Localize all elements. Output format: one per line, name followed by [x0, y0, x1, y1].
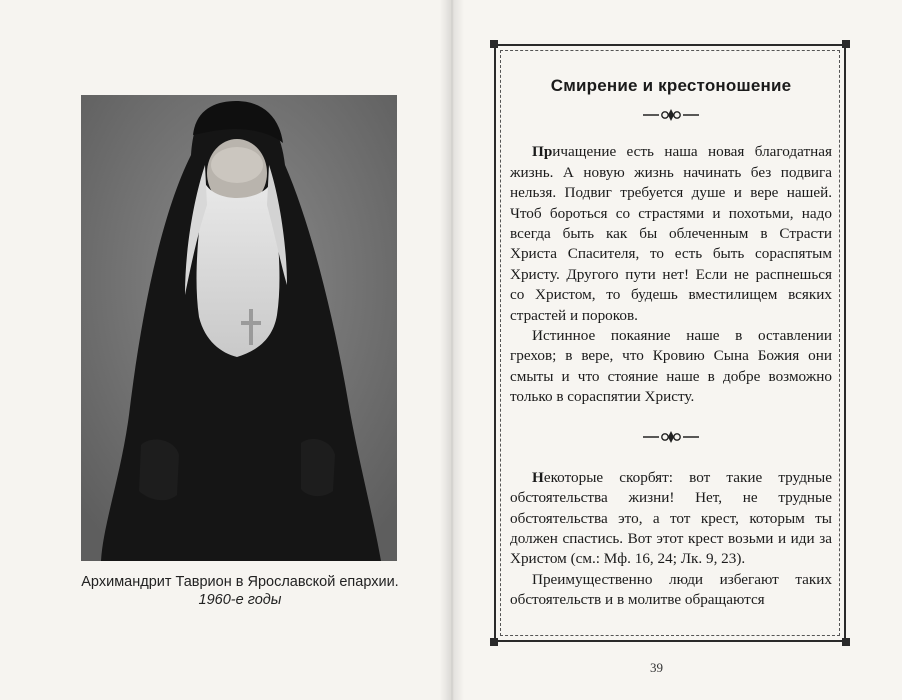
caption-line-2: 1960-е годы — [198, 592, 282, 608]
frame-corner — [842, 40, 850, 48]
page-content — [510, 76, 832, 611]
frame-corner — [490, 40, 498, 48]
portrait-photo — [81, 95, 397, 561]
book-gutter — [440, 0, 464, 700]
lead-letters: Н — [532, 468, 544, 486]
paragraph — [510, 142, 832, 326]
frame-corner — [842, 638, 850, 646]
page-number: 39 — [650, 660, 663, 675]
paragraph: Истинное покаяние наше в оставлении грехов; в вере, что Кровию Сына Божия они смыты и что стояние наше в добре возможно только в сораспятии Христу. — [510, 327, 832, 406]
ornament-divider — [510, 108, 832, 124]
frame-corner — [490, 638, 498, 646]
paragraph-text: екоторые скорбят: вот такие трудные обстоятельства жизни! Нет, не трудные обстоятельства это, а тот крест, которым ты должен спастись. Вот этот крест возьми и иди за Христом (см.: Мф. 16, 24; Лк. 9, 23). — [510, 468, 832, 568]
photo-caption — [60, 573, 420, 609]
paragraph: Преимущественно люди избегают таких обстоятельств и в молитве обращаются — [510, 570, 832, 609]
ornament-divider — [510, 430, 832, 446]
chapter-heading: Смирение и крестоношение — [550, 76, 792, 95]
paragraph-text: ичащение есть наша новая благодатная жизнь. А новую жизнь начинать без подвига нельзя. Подвиг требуется душе и вере нашей. Чтоб бороться со страстями и похотьми, надо всегда быть как бы облеченным в Страсти Христа Спасителя, то есть быть сораспятым Христу. Другого пути нет! Если не распнешься со Христом, то будешь вместилищем всяких страстей и пороков. — [510, 143, 832, 324]
caption-line-1: Архимандрит Таврион в Ярославской епархии. — [81, 574, 399, 590]
lead-letters: Пр — [532, 143, 553, 161]
paragraph — [510, 468, 832, 570]
